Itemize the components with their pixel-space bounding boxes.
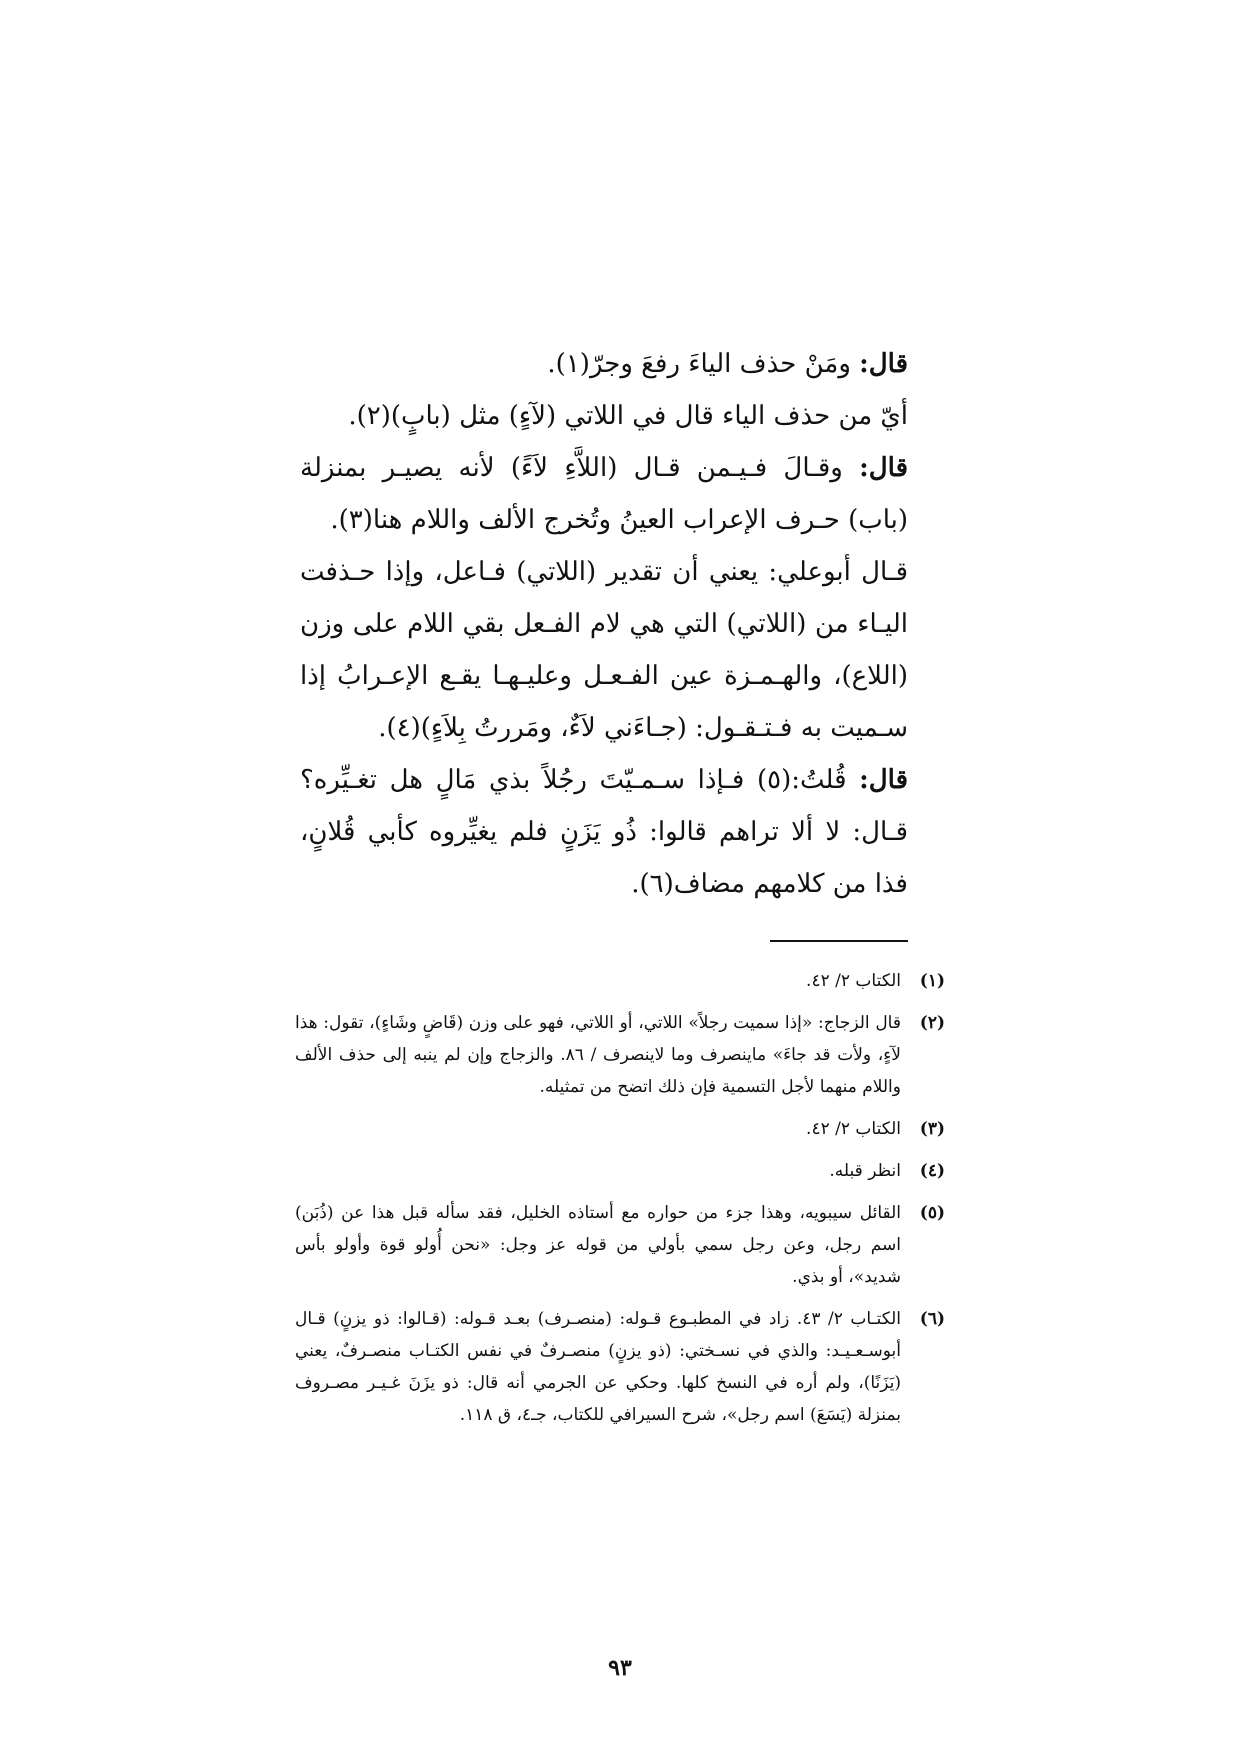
footnote-number: (٦) [919, 1309, 945, 1329]
footnote [295, 965, 945, 997]
footnote-number: (٥) [919, 1203, 945, 1223]
footnote-text: الكتـاب ٢/ ٤٣. زاد في المطبـوع قـوله: (منصـرف) بعـد قـوله: (قـالوا: ذو يزنٍ) قـال أبوسـعـيـد: والذي في نسـختي: (ذو يزنٍ) منصـرفٌ في نفس الكتـاب منصـرفٌ، يعني (يَزَنًا)، ولم أره في النسخ كلها. وحكي عن الجرمي أنه قال: ذو يزَنَ غـيـر مصـروف بمنزلة (يَسَعَ) اسم رجل»، شرح السيرافي للكتاب، جـ٤، ق ١١٨. [295, 1309, 901, 1425]
footnote-number: (٣) [919, 1119, 945, 1139]
paragraph-1 [300, 338, 908, 390]
paragraph-text: أيّ من حذف الياء قال في اللاتي (لآءٍ) مثل (بابٍ)(٢). [348, 401, 908, 431]
footnote-text: القائل سيبويه، وهذا جزء من حواره مع أستاذه الخليل، فقد سأله قبل هذا عن (ذُبَن) اسم رجل، وعن رجل سمي بأولي من قوله عز وجل: «نحن أُولو قوة وأولو بأس شديد»، أو بذي. [295, 1203, 901, 1287]
page-number: ٩٣ [608, 1655, 632, 1681]
footnotes-block [295, 965, 945, 1441]
footnote-number: (٢) [919, 1013, 945, 1033]
footnote [295, 1303, 945, 1431]
paragraph-4 [300, 546, 908, 754]
paragraph-text: قُلتُ:(٥) فـإذا سـمـيّتَ رجُلاً بذي مَالٍ هل تغـيِّره؟ قـال: لا ألا تراهم قالوا: ذُو يَزَنٍ فلم يغيِّروه كأبي قُلانٍ، فذا من كلامهم مضاف(٦). [300, 765, 908, 899]
main-text-block [300, 338, 908, 910]
paragraph-5 [300, 754, 908, 910]
speaker-label: قال: [859, 765, 909, 795]
footnote [295, 1197, 945, 1293]
paragraph-text: قـال أبوعلي: يعني أن تقدير (اللاتي) فـاعل، وإذا حـذفت اليـاء من (اللاتي) التي هي لام الفـعل بقي اللام على وزن (اللاع)، والهـمـزة عين الفـعـل وعليـهـا يقـع الإعـرابُ إذا سـميت به فـتـقـول: (جـاءَني لاَءٌ، ومَررتُ بِلاَءٍ)(٤). [300, 557, 909, 743]
paragraph-2 [300, 390, 908, 442]
footnote-text: انظر قبله. [829, 1161, 901, 1181]
footnote-number: (٤) [919, 1161, 945, 1181]
paragraph-3 [300, 442, 908, 546]
speaker-label: قال: [859, 349, 908, 379]
paragraph-text: ومَنْ حذف الياءَ رفعَ وجرّ(١). [547, 349, 860, 379]
footnote-number: (١) [919, 971, 945, 991]
footnote-separator [770, 940, 908, 942]
footnote [295, 1007, 945, 1103]
paragraph-text: وقـالَ فـيـمن قـال (اللاَّءِ لاَءً) لأنه يصيـر بمنزلة (باب) حـرف الإعراب العينُ وتُخرج الألف واللام هنا(٣). [300, 453, 908, 535]
speaker-label: قال: [859, 453, 908, 483]
footnote-text: قال الزجاج: «إذا سميت رجلاً» اللاتي، أو اللاتي، فهو على وزن (قَاضٍ وشَاءٍ)، تقول: هذا لآءٍ، ولأت قد جاءَ» ماينصرف وما لاينصرف / ٨٦. والزجاج وإن لم ينبه إلى حذف الألف واللام منهما لأجل التسمية فإن ذلك اتضح من تمثيله. [295, 1013, 901, 1097]
footnote [295, 1155, 945, 1187]
footnote-text: الكتاب ٢/ ٤٢. [806, 971, 901, 991]
footnote [295, 1113, 945, 1145]
footnote-text: الكتاب ٢/ ٤٢. [806, 1119, 901, 1139]
